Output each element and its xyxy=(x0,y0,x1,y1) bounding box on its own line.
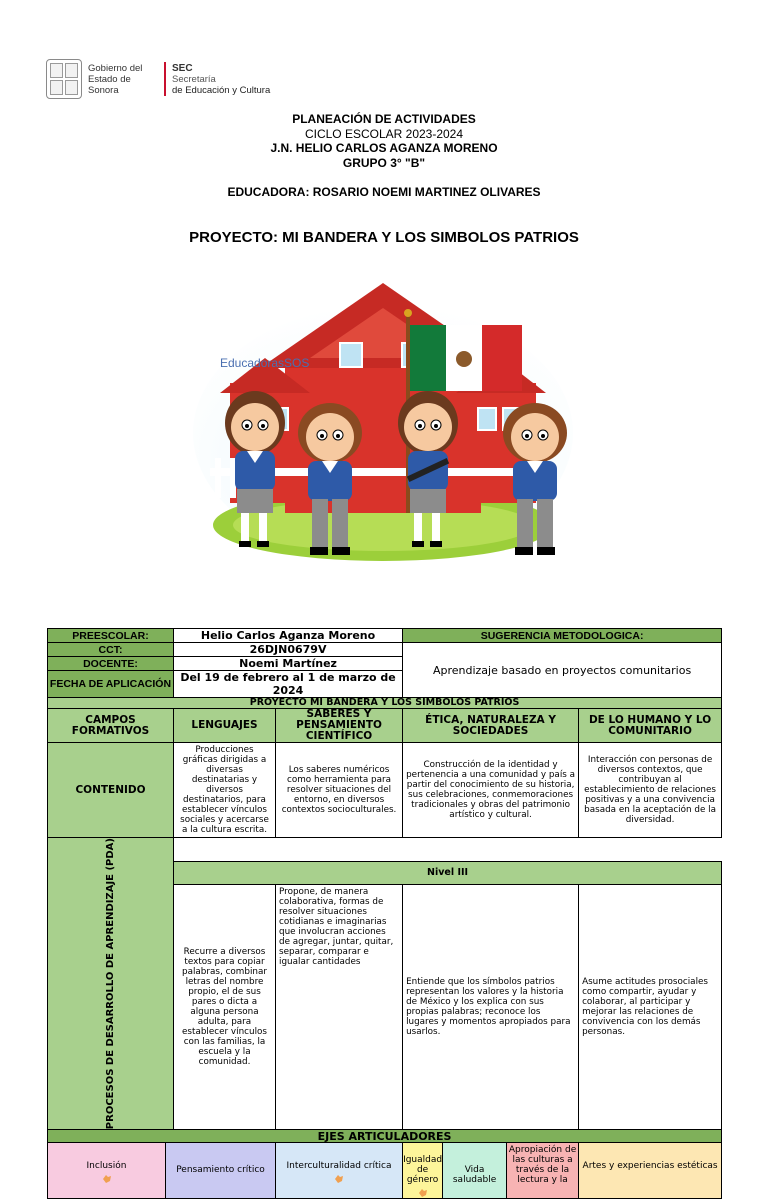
eje-artes-label: Artes y experiencias estéticas xyxy=(582,1161,718,1172)
preescolar-value: Helio Carlos Aganza Moreno xyxy=(174,629,403,643)
gob-line2: Estado de Sonora xyxy=(88,73,131,96)
project-band: PROYECTO MI BANDERA Y LOS SIMBOLOS PATRIOS xyxy=(48,698,722,709)
contenido-label: CONTENIDO xyxy=(48,743,174,838)
title-block xyxy=(0,112,768,170)
eje-vida-saludable xyxy=(443,1143,507,1199)
preescolar-label: PREESCOLAR: xyxy=(48,629,174,643)
eje-igualdad-label: Igualdad de género xyxy=(403,1155,443,1186)
ciclo-escolar: CICLO ESCOLAR 2023-2024 xyxy=(304,126,464,141)
sonora-seal-icon xyxy=(46,59,82,99)
pda-label-cell xyxy=(48,838,174,1130)
pda-lenguajes: Recurre a diversos textos para copiar palabras, combinar letras del nombre propio, el de sus pares o dicta a alguna persona adulta, para establecer vínculos con las familias, la escuela y la comunidad. xyxy=(174,885,276,1130)
contenido-humano: Interacción con personas de diversos contextos, que contribuyan al establecimiento de relaciones positivas y a una convivencia basada en la aceptación de la diversidad. xyxy=(579,743,722,838)
header-logos xyxy=(46,58,270,100)
eje-apropiacion-label: Apropiación de las culturas a través de la lectura y la xyxy=(508,1145,577,1186)
cct-value: 26DJN0679V xyxy=(174,643,403,657)
campo-humano: DE LO HUMANO Y LO COMUNITARIO xyxy=(579,709,722,743)
contenido-lenguajes: Producciones gráficas dirigidas a diversas destinatarias y diversos destinatarios, para establecer vínculos sociales y acercarse a la cultura escrita. xyxy=(174,743,276,838)
fecha-value: Del 19 de febrero al 1 de marzo de 2024 xyxy=(174,671,403,698)
hand-icon xyxy=(333,1173,345,1184)
sugerencia-label: SUGERENCIA METODOLOGICA: xyxy=(403,629,722,643)
logo-divider xyxy=(164,62,166,96)
campo-lenguajes: LENGUAJES xyxy=(174,709,276,743)
contenido-etica: Construcción de la identidad y pertenencia a una comunidad y país a partir del conocimiento de su historia, sus celebraciones, conmemoraciones tradicionales y obras del patrimonio artístico y cultural. xyxy=(403,743,579,838)
pda-etica: Entiende que los símbolos patrios representan los valores y la historia de México y los explica con sus propias palabras; reconoce los lugares y momentos apropiados para usarlos. xyxy=(403,885,579,1130)
hand-icon xyxy=(101,1173,113,1184)
gob-line1: Gobierno del xyxy=(88,62,143,74)
illus-watermark: EducadorasSOS xyxy=(220,356,310,370)
eje-apropiacion xyxy=(507,1143,579,1199)
cct-label: CCT: xyxy=(48,643,174,657)
grupo: GRUPO 3° "B" xyxy=(342,155,426,170)
docente-value: Noemi Martínez xyxy=(174,657,403,671)
proyecto-title: PROYECTO: MI BANDERA Y LOS SIMBOLOS PATRIOS xyxy=(189,229,579,246)
pda-humano: Asume actitudes prosociales como compartir, ayudar y colaborar, al participar y mejorar las relaciones de convivencia con los demás personas. xyxy=(579,885,722,1130)
eje-artes xyxy=(579,1143,722,1199)
jardin-name: J.N. HELIO CARLOS AGANZA MORENO xyxy=(270,141,498,155)
pda-label: PROCESOS DE DESARROLLO DE APRENDIZAJE (PDA) xyxy=(105,838,116,1130)
sec-line2: de Educación y Cultura xyxy=(172,84,271,96)
campo-etica: ÉTICA, NATURALEZA Y SOCIEDADES xyxy=(403,709,579,743)
pda-saberes: Propone, de manera colaborativa, formas de resolver situaciones cotidianas e imaginarias que involucran acciones de agregar, juntar, quitar, separar, comparar e igualar cantidades xyxy=(276,885,403,1130)
eje-vida-label: Vida saludable xyxy=(452,1165,497,1186)
eje-interculturalidad xyxy=(276,1143,403,1199)
eje-pensamiento-label: Pensamiento crítico xyxy=(176,1165,265,1176)
contenido-saberes: Los saberes numéricos como herramienta para resolver situaciones del entorno, en diversos contextos socioculturales. xyxy=(276,743,403,838)
gobierno-sonora-logo xyxy=(88,63,158,96)
docente-label: DOCENTE: xyxy=(48,657,174,671)
fecha-label: FECHA DE APLICACIÓN xyxy=(48,671,174,698)
campo-saberes: SABERES Y PENSAMIENTO CIENTÍFICO xyxy=(276,709,403,743)
eje-inclusion-label: Inclusión xyxy=(86,1161,127,1172)
ejes-header: EJES ARTICULADORES xyxy=(48,1130,722,1143)
eje-pensamiento-critico xyxy=(166,1143,276,1199)
nivel-band: Nivel III xyxy=(174,861,722,885)
planning-table xyxy=(47,628,722,1199)
sugerencia-value: Aprendizaje basado en proyectos comunitarios xyxy=(403,643,722,698)
educadora-line: EDUCADORA: ROSARIO NOEMI MARTINEZ OLIVARES xyxy=(227,185,541,199)
eje-igualdad-genero xyxy=(403,1143,443,1199)
children-flag-illustration xyxy=(190,263,576,563)
campos-header: CAMPOS FORMATIVOS xyxy=(48,709,174,743)
eje-interculturalidad-label: Interculturalidad crítica xyxy=(286,1161,392,1172)
planeacion-title: PLANEACIÓN DE ACTIVIDADES xyxy=(292,112,476,126)
sec-title: SEC xyxy=(172,62,193,74)
hand-icon xyxy=(417,1187,429,1198)
sec-line1: Secretaría xyxy=(172,73,216,85)
sec-logo xyxy=(172,63,270,96)
eje-inclusion xyxy=(48,1143,166,1199)
